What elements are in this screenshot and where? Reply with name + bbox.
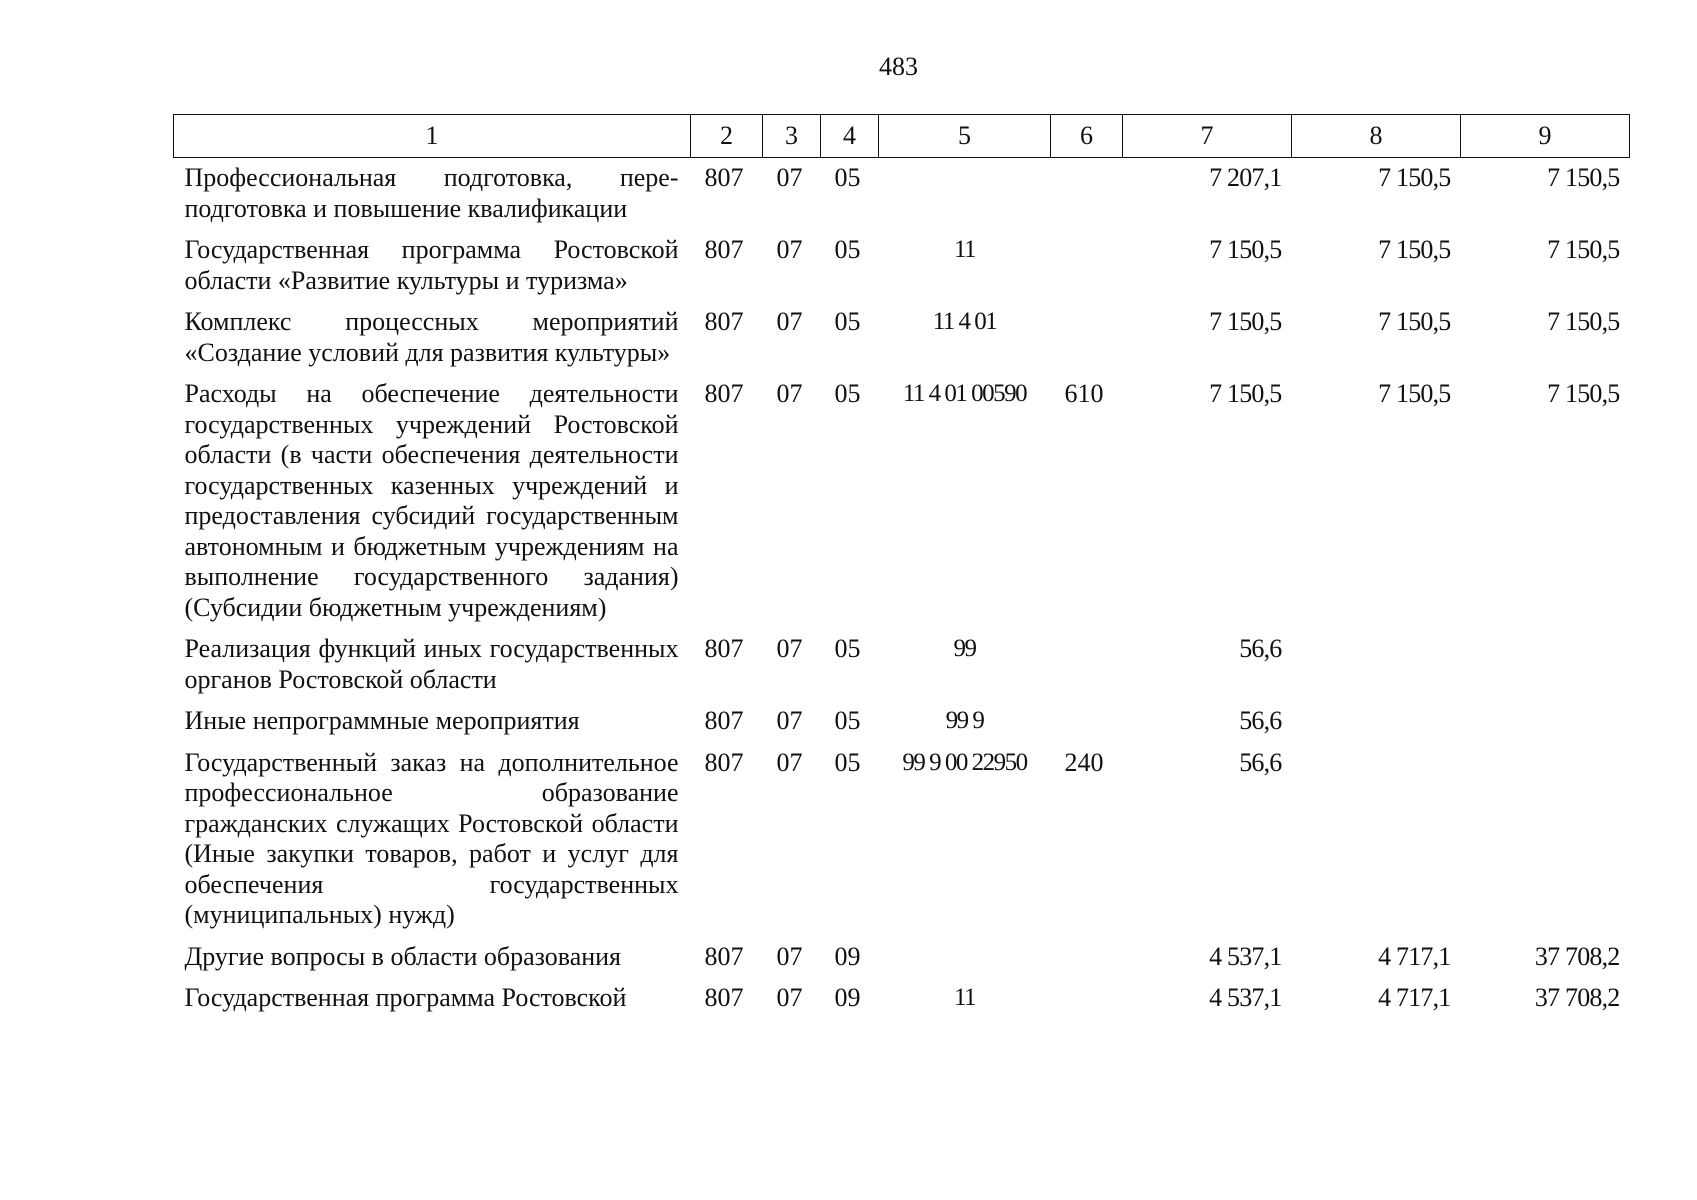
cell-col-5: 11 [953, 236, 976, 263]
cell-col-9 [1461, 743, 1630, 937]
cell-col-4: 05 [834, 634, 861, 663]
row-name: Комплекс процессных мероприятий «Создание условий для развития культуры» [184, 307, 679, 367]
row-name: Другие вопросы в области образования [184, 941, 622, 971]
cell-col-7: 56,6 [1239, 706, 1282, 735]
cell-col-7: 56,6 [1239, 747, 1282, 777]
cell-col-4: 05 [834, 379, 861, 408]
cell-col-4: 05 [834, 163, 861, 192]
cell-col-9 [1461, 701, 1630, 743]
cell-col-3: 07 [776, 983, 803, 1012]
table-row [174, 743, 1630, 937]
cell-col-6 [1051, 158, 1123, 231]
cell-col-5 [879, 937, 1051, 979]
row-name: Государственный заказ на дополнительное профессиональное образование гражданских служащих Ростовской области (Иные закупки товаров, работ и услуг для обеспечения государственных (муниципальных) нужд) [184, 747, 679, 929]
row-name: Иные непрограммные мероприятия [184, 706, 580, 735]
cell-col-4: 05 [834, 235, 861, 264]
column-header-9: 9 [1461, 115, 1630, 158]
cell-col-9: 37 708,2 [1534, 941, 1620, 971]
header-row [174, 115, 1630, 158]
cell-col-3: 07 [776, 163, 803, 192]
cell-col-6 [1051, 978, 1123, 1020]
cell-col-2: 807 [704, 747, 744, 777]
cell-col-5: 99 [953, 635, 976, 662]
cell-col-8: 7 150,5 [1378, 379, 1451, 408]
table-row [174, 978, 1630, 1020]
column-header-6: 6 [1051, 115, 1123, 158]
page-number: 483 [879, 52, 918, 81]
table-row [174, 701, 1630, 743]
cell-col-2: 807 [704, 307, 744, 336]
row-name: Профессиональная подготовка, переподготовка и повышение квалификации [184, 163, 679, 223]
cell-col-2: 807 [704, 379, 744, 408]
cell-col-3: 07 [776, 747, 803, 777]
cell-col-8: 4 717,1 [1378, 941, 1451, 971]
cell-col-5: 11 4 01 [932, 308, 997, 335]
column-header-8: 8 [1292, 115, 1461, 158]
cell-col-8: 7 150,5 [1378, 163, 1451, 192]
column-header-7: 7 [1123, 115, 1292, 158]
row-name: Государственная программа Ростовской [184, 983, 627, 1012]
cell-col-4: 05 [834, 747, 861, 777]
cell-col-9: 7 150,5 [1547, 307, 1620, 336]
table-body [174, 158, 1630, 1020]
cell-col-7: 56,6 [1239, 634, 1282, 663]
column-header-1: 1 [174, 115, 691, 158]
cell-col-8: 7 150,5 [1378, 235, 1451, 264]
cell-col-3: 07 [776, 307, 803, 336]
table-header [174, 115, 1630, 158]
cell-col-5: 11 4 01 00590 [902, 380, 1027, 407]
cell-col-8: 7 150,5 [1378, 307, 1451, 336]
cell-col-4: 09 [834, 941, 861, 971]
cell-col-7: 7 150,5 [1209, 235, 1282, 264]
cell-col-2: 807 [704, 235, 744, 264]
cell-col-7: 7 150,5 [1209, 307, 1282, 336]
cell-col-9: 7 150,5 [1547, 379, 1620, 408]
cell-col-2: 807 [704, 706, 744, 735]
cell-col-5: 11 [953, 984, 976, 1011]
cell-col-4: 05 [834, 706, 861, 735]
cell-col-4: 05 [834, 307, 861, 336]
cell-col-3: 07 [776, 941, 803, 971]
column-header-5: 5 [879, 115, 1051, 158]
cell-col-7: 7 150,5 [1209, 379, 1282, 408]
cell-col-5: 99 9 [945, 707, 984, 734]
cell-col-6 [1051, 701, 1123, 743]
cell-col-6 [1051, 937, 1123, 979]
cell-col-2: 807 [704, 941, 744, 971]
cell-col-6 [1051, 230, 1123, 302]
cell-col-9 [1461, 629, 1630, 701]
table-row [174, 230, 1630, 302]
cell-col-3: 07 [776, 235, 803, 264]
cell-col-2: 807 [704, 983, 744, 1012]
cell-col-9: 7 150,5 [1547, 235, 1620, 264]
cell-col-6: 610 [1064, 379, 1104, 408]
cell-col-4: 09 [834, 983, 861, 1012]
cell-col-8 [1292, 743, 1461, 937]
cell-col-6 [1051, 302, 1123, 374]
table-row [174, 374, 1630, 629]
budget-table [173, 114, 1630, 1020]
cell-col-2: 807 [704, 163, 744, 192]
row-name: Расходы на обеспечение деятельности государственных учреждений Ростовской области (в части обеспечения деятельности государственных казенных учреждений и предоставления субсидий государственным автономным и бюджетным учреждениям на выполнение государственного задания) (Субсидии бюджетным учреждениям) [184, 379, 679, 622]
cell-col-5: 99 9 00 22950 [902, 748, 1027, 776]
cell-col-8 [1292, 629, 1461, 701]
cell-col-2: 807 [704, 634, 744, 663]
cell-col-7: 4 537,1 [1209, 941, 1282, 971]
cell-col-9: 7 150,5 [1547, 163, 1620, 192]
cell-col-5 [879, 158, 1051, 231]
cell-col-3: 07 [776, 706, 803, 735]
cell-col-9: 37 708,2 [1534, 983, 1620, 1012]
cell-col-6 [1051, 629, 1123, 701]
cell-col-8: 4 717,1 [1378, 983, 1451, 1012]
row-name: Государственная программа Ростовской области «Развитие культуры и туризма» [184, 235, 679, 295]
row-name: Реализация функций иных государственных органов Ростовской области [184, 634, 679, 694]
table-row [174, 937, 1630, 979]
table-row [174, 629, 1630, 701]
column-header-3: 3 [763, 115, 821, 158]
cell-col-6: 240 [1064, 747, 1104, 777]
cell-col-7: 4 537,1 [1209, 983, 1282, 1012]
cell-col-8 [1292, 701, 1461, 743]
cell-col-3: 07 [776, 634, 803, 663]
column-header-2: 2 [691, 115, 763, 158]
table-row [174, 158, 1630, 231]
table-row [174, 302, 1630, 374]
column-header-4: 4 [821, 115, 879, 158]
cell-col-3: 07 [776, 379, 803, 408]
cell-col-7: 7 207,1 [1209, 163, 1282, 192]
